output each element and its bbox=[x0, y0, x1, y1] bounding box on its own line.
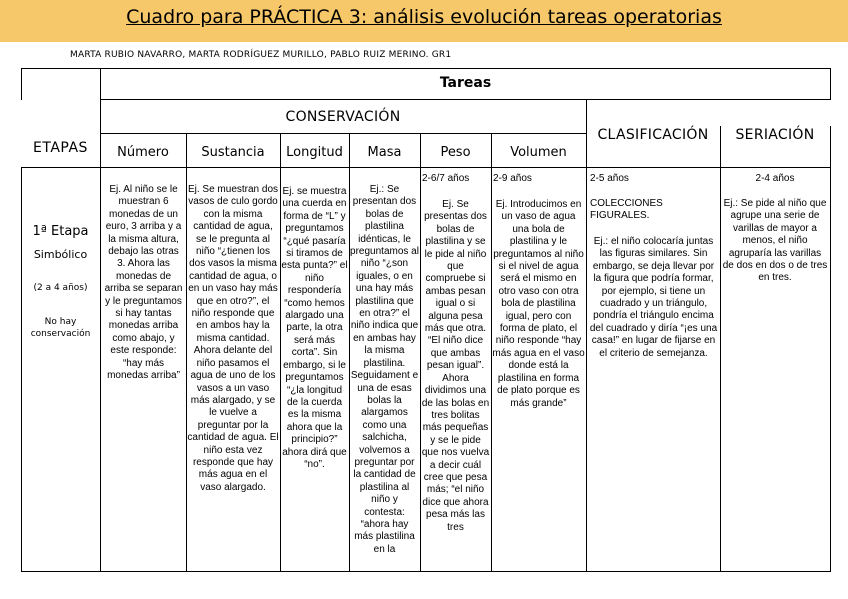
header-sustancia: Sustancia bbox=[201, 145, 265, 160]
table-line bbox=[830, 126, 831, 572]
header-longitud: Longitud bbox=[286, 145, 343, 160]
peso-age: 2-6/7 años bbox=[422, 173, 470, 184]
table-line bbox=[720, 126, 721, 572]
header-peso: Peso bbox=[440, 145, 471, 160]
clasificacion-age: 2-5 años bbox=[590, 173, 629, 184]
stage-type: Simbólico bbox=[33, 248, 88, 261]
stage-note: No hay conservación bbox=[30, 317, 91, 339]
stage-name: 1ª Etapa bbox=[32, 224, 89, 239]
table-line bbox=[586, 99, 587, 572]
page-title: Cuadro para PRÁCTICA 3: análisis evolución tareas operatorias bbox=[126, 6, 722, 28]
table-line bbox=[21, 167, 831, 168]
table-line bbox=[21, 68, 831, 69]
header-tareas: Tareas bbox=[439, 75, 492, 91]
volumen-age: 2-9 años bbox=[493, 173, 532, 184]
cell-clasificacion: Ej.: el niño colocaría juntas las figuras similares. Sin embargo, se deja llevar por la figura que podría formar, por ejemplo, si tiene un cuadrado y un triángulo, pondría el triángulo encima del cuadrado y diría “¡es una casa!” en lugar de fijarse en el criterio de semejanza. bbox=[589, 236, 718, 359]
table-line bbox=[100, 68, 101, 572]
cell-numero: Ej. Al niño se le muestran 6 monedas de un euro, 3 arriba y a la misma altura, debajo las otras 3. Ahora las monedas de arriba se separan y le preguntamos si hay tantas monedas arriba como abajo, y este responde: “hay más monedas arriba” bbox=[104, 184, 183, 382]
header-numero: Número bbox=[117, 145, 169, 160]
seriacion-age: 2-4 años bbox=[755, 173, 795, 184]
clasificacion-heading: COLECCIONES FIGURALES. bbox=[590, 198, 663, 222]
cell-masa: Ej.: Se presentan dos bolas de plastilina idénticas, le preguntamos al niño “¿son iguales, o en una hay más plastilina que en otra?” el niño indica que en ambas hay la misma plastilina. Seguidament e una de esas bolas la alargamos como una salchicha, volvemos a preguntar por la cantidad de plastilina al niño y contesta: “ahora hay más plastilina en la bbox=[350, 184, 419, 555]
cell-volumen: Ej. Introducimos en un vaso de agua una bola de plastilina y le preguntamos al niño si el nivel de agua será el mismo en otro vaso con otra bola de plastilina igual, pero con forma de plato, el niño responde “hay más agua en el vaso donde está la plastilina en forma de plato porque es más grande” bbox=[492, 199, 585, 409]
cell-peso: Ej. Se presentas dos bolas de plastilina y se le pide al niño que compruebe si ambas pesan igual o si alguna pesa más que otra. “El niño dice que ambas pesan igual”. Ahora dividimos una de las bolas en tres bolitas más pequeñas y se le pide que nos vuelva a decir cuál cree que pesa más; “el niño dice que ahora pesa más las tres bbox=[421, 199, 490, 533]
stage-ages: (2 a 4 años) bbox=[33, 283, 88, 293]
table-line bbox=[21, 571, 831, 572]
header-conservacion: CONSERVACIÓN bbox=[285, 109, 401, 125]
table-line bbox=[100, 99, 831, 100]
header-seriacion: SERIACIÓN bbox=[735, 127, 815, 143]
cell-longitud: Ej. se muestra una cuerda en forma de “L” y preguntamos “¿qué pasaría si tiramos de esta punta?” el niño respondería “como hemos alargado una parte, la otra será más corta”. Sin embargo, si le preguntamos “¿la longitud de la cuerda es la misma ahora que la principio?” ahora dirá que “no”. bbox=[281, 186, 348, 470]
table-line bbox=[100, 133, 586, 134]
table-line bbox=[21, 68, 22, 100]
cell-seriacion: Ej.: Se pide al niño que agrupe una serie de varillas de mayor a menos, el niño agruparía las varillas de dos en dos o de tres en tres. bbox=[722, 198, 828, 284]
header-masa: Masa bbox=[367, 145, 402, 160]
header-etapas: ETAPAS bbox=[33, 140, 88, 156]
header-volumen: Volumen bbox=[510, 145, 567, 160]
authors-line: MARTA RUBIO NAVARRO, MARTA RODRÍGUEZ MURILLO, PABLO RUIZ MERINO. GR1 bbox=[70, 50, 452, 60]
cell-sustancia: Ej. Se muestran dos vasos de culo gordo con la misma cantidad de agua, se le pregunta al niño “¿tienen los dos vasos la misma cantidad de agua, o en un vaso hay más que en otro?”, el niño responde que en ambos hay la misma cantidad. Ahora delante del niño pasamos el agua de uno de los vasos a un vaso más alargado, y se le vuelve a preguntar por la cantidad de agua. El niño esta vez responde que hay más agua en el vaso alargado. bbox=[187, 184, 279, 493]
header-clasificacion: CLASIFICACIÓN bbox=[597, 127, 709, 143]
